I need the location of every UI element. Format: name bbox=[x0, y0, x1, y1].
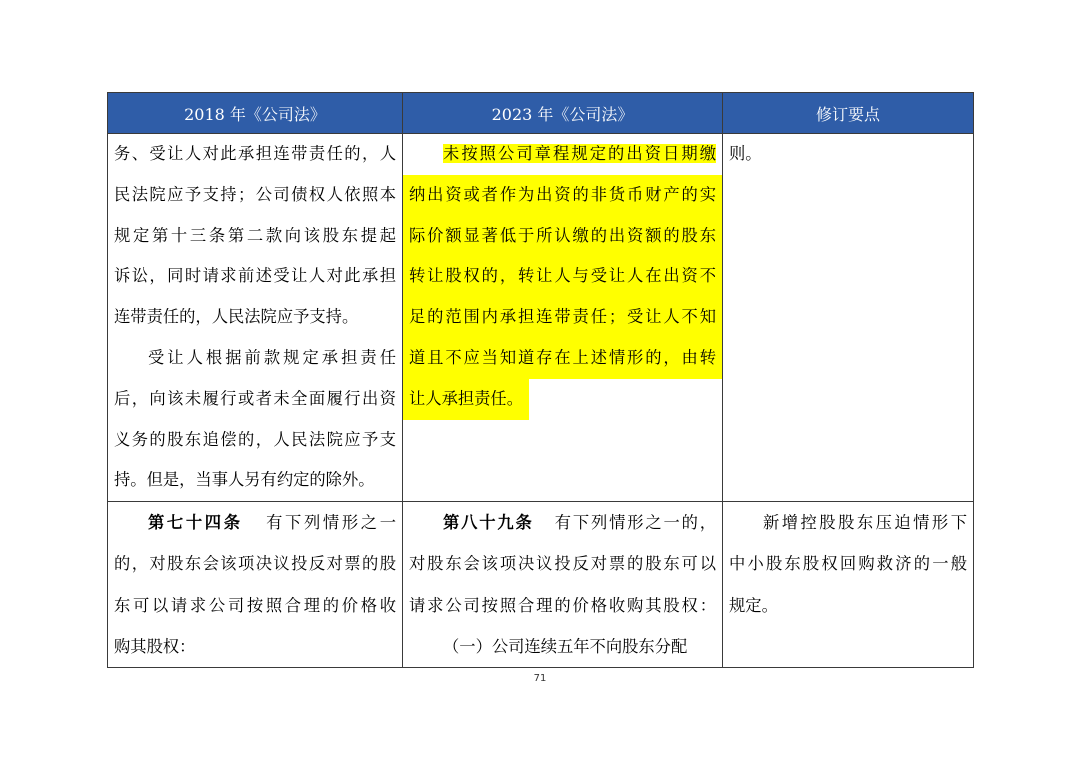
text-line bbox=[108, 502, 402, 543]
text-line: 新增控股股东压迫情形下 bbox=[763, 513, 967, 533]
article-number: 第七十四条 bbox=[148, 513, 243, 533]
text-line: 对股东会该项决议投反对票的股东可以 bbox=[409, 554, 716, 574]
highlighted-text: 转让股权的，转让人与受让人在出资不 bbox=[403, 256, 722, 297]
text-line: 的，对股东会该项决议投反对票的股 bbox=[114, 554, 396, 574]
highlighted-text: 让人承担责任。 bbox=[403, 379, 529, 420]
text-line: 连带责任的，人民法院应予支持。 bbox=[114, 307, 359, 327]
table-row bbox=[108, 134, 974, 502]
highlight-line-wrap bbox=[403, 134, 722, 175]
page-number: 71 bbox=[533, 673, 547, 684]
text-line: （一）公司连续五年不向股东分配 bbox=[443, 636, 688, 656]
table-row bbox=[108, 502, 974, 668]
text-line: 请求公司按照合理的价格收购其股权： bbox=[409, 595, 716, 615]
header-2023: 2023 年《公司法》 bbox=[403, 93, 723, 134]
text-line: 持。但是，当事人另有约定的除外。 bbox=[114, 470, 375, 490]
cell-2018-text bbox=[108, 134, 403, 502]
text-line bbox=[403, 502, 722, 543]
header-2018: 2018 年《公司法》 bbox=[108, 93, 403, 134]
article-text: 有下列情形之一的， bbox=[554, 513, 716, 533]
highlighted-text: 未按照公司章程规定的出资日期缴 bbox=[443, 144, 716, 163]
highlighted-text: 纳出资或者作为出资的非货币财产的实 bbox=[403, 175, 722, 216]
header-revision-points: 修订要点 bbox=[723, 93, 974, 134]
highlighted-text: 足的范围内承担连带责任；受让人不知 bbox=[403, 297, 722, 338]
text-line: 则。 bbox=[729, 144, 762, 163]
law-comparison-table bbox=[107, 92, 974, 668]
highlighted-text: 道且不应当知道存在上述情形的，由转 bbox=[403, 338, 722, 379]
text-line: 民法院应予支持；公司债权人依照本 bbox=[114, 184, 396, 204]
highlight-line-wrap bbox=[403, 379, 722, 420]
article-number: 第八十九条 bbox=[443, 513, 534, 533]
text-line: 受让人根据前款规定承担责任 bbox=[148, 347, 396, 367]
cell-2018-text bbox=[108, 502, 403, 668]
cell-2023-text bbox=[403, 134, 723, 502]
cell-revision-text bbox=[723, 134, 974, 502]
text-line: 购其股权： bbox=[114, 636, 196, 656]
text-line: 务、受让人对此承担连带责任的，人 bbox=[114, 144, 396, 163]
cell-2023-text bbox=[403, 502, 723, 668]
text-line: 规定第十三条第二款向该股东提起 bbox=[114, 225, 396, 245]
text-line: 义务的股东追偿的，人民法院应予支 bbox=[114, 429, 396, 449]
text-line: 后，向该未履行或者未全面履行出资 bbox=[114, 388, 396, 408]
table-header-row bbox=[108, 93, 974, 134]
cell-revision-text bbox=[723, 502, 974, 668]
highlighted-text: 际价额显著低于所认缴的出资额的股东 bbox=[403, 216, 722, 257]
text-line: 中小股东股权回购救济的一般 bbox=[729, 554, 967, 574]
text-line: 诉讼，同时请求前述受让人对此承担 bbox=[114, 266, 396, 286]
article-text: 有下列情形之一 bbox=[266, 513, 396, 533]
text-line: 规定。 bbox=[729, 595, 778, 615]
text-line: 东可以请求公司按照合理的价格收 bbox=[114, 595, 396, 615]
